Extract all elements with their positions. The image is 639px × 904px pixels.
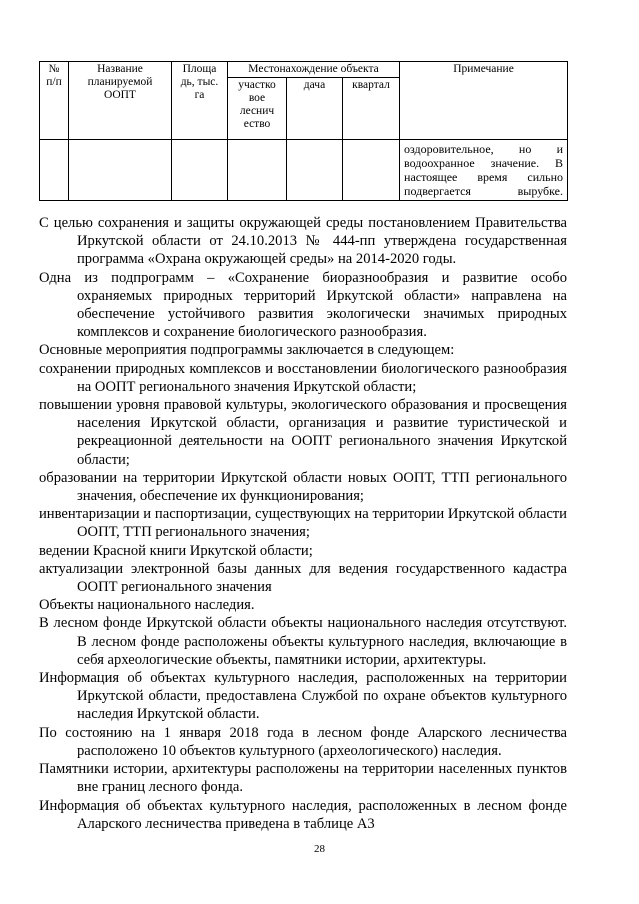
table-cell: [172, 140, 228, 201]
list-item: сохранении природных комплексов и восстановлении биологического разнообразия на ООПТ регионального значения Иркутской области;: [39, 360, 567, 395]
header-num: № п/п: [40, 62, 69, 140]
paragraph: Информация об объектах культурного наследия, расположенных в лесном фонде Аларского лесничества приведена в таблице А3: [39, 797, 567, 832]
header-district: участко вое леснич ество: [228, 78, 287, 140]
table-row: [40, 140, 568, 201]
table-cell: [40, 140, 69, 201]
paragraph: В лесном фонде Иркутской области объекты национального наследия отсутствуют. В лесном фонде расположены объекты культурного наследия, включающие в себя археологические объекты, памятники истории, архитектуры.: [39, 615, 567, 668]
table-header-row: [40, 62, 568, 78]
body-text: [39, 214, 567, 833]
header-quarter: квартал: [343, 78, 400, 140]
list-item: ведении Красной книги Иркутской области;: [39, 542, 313, 559]
list-item: актуализации электронной базы данных для ведения государственного кадастра ООПТ регионального значения: [39, 560, 567, 596]
section-heading: Объекты национального наследия.: [39, 597, 255, 614]
header-dacha: дача: [287, 78, 343, 140]
list-item: повышении уровня правовой культуры, экологического образования и просвещения населения Иркутской области, организация и развитие туристической и рекреационной деятельности на ООПТ регионального значения Иркутской области;: [39, 397, 567, 468]
header-area: Площа дь, тыс. га: [172, 62, 228, 140]
page-number: 28: [314, 843, 325, 855]
paragraph: Памятники истории, архитектуры расположены на территории населенных пунктов вне границ лесного фонда.: [39, 761, 567, 796]
table-cell-note: оздоровительное, но и водоохранное значение. В настоящее время сильно подвергается вырубке.: [400, 140, 568, 201]
paragraph: Информация об объектах культурного наследия, расположенных на территории Иркутской области, предоставлена Службой по охране объектов культурного наследия Иркутской области.: [39, 670, 567, 723]
table-cell: [287, 140, 343, 201]
paragraph: По состоянию на 1 января 2018 года в лесном фонде Аларского лесничества расположено 10 объектов культурного (археологического) наследия.: [39, 724, 567, 759]
oopt-table: [39, 61, 568, 201]
list-item: инвентаризации и паспортизации, существующих на территории Иркутской области ООПТ, ТТП регионального значения;: [39, 506, 567, 541]
paragraph: Одна из подпрограмм – «Сохранение биоразнообразия и развитие особо охраняемых природных территорий Иркутской области» направлена на обеспечение устойчивого развития экологически значимых природных комплексов и сохранение биологического разнообразия.: [39, 269, 567, 341]
table-cell: [69, 140, 172, 201]
table-cell: [343, 140, 400, 201]
table-cell: [228, 140, 287, 201]
header-name: Название планируемой ООПТ: [69, 62, 172, 140]
header-location: Местонахождение объекта: [228, 62, 400, 78]
header-note: Примечание: [400, 62, 568, 140]
paragraph: Основные мероприятия подпрограммы заключается в следующем:: [39, 342, 455, 359]
paragraph: С целью сохранения и защиты окружающей среды постановлением Правительства Иркутской области от 24.10.2013 № 444-пп утверждена государственная программа «Охрана окружающей среды» на 2014-2020 годы.: [39, 215, 567, 268]
list-item: образовании на территории Иркутской области новых ООПТ, ТТП регионального значения, обеспечение их функционирования;: [39, 469, 567, 505]
